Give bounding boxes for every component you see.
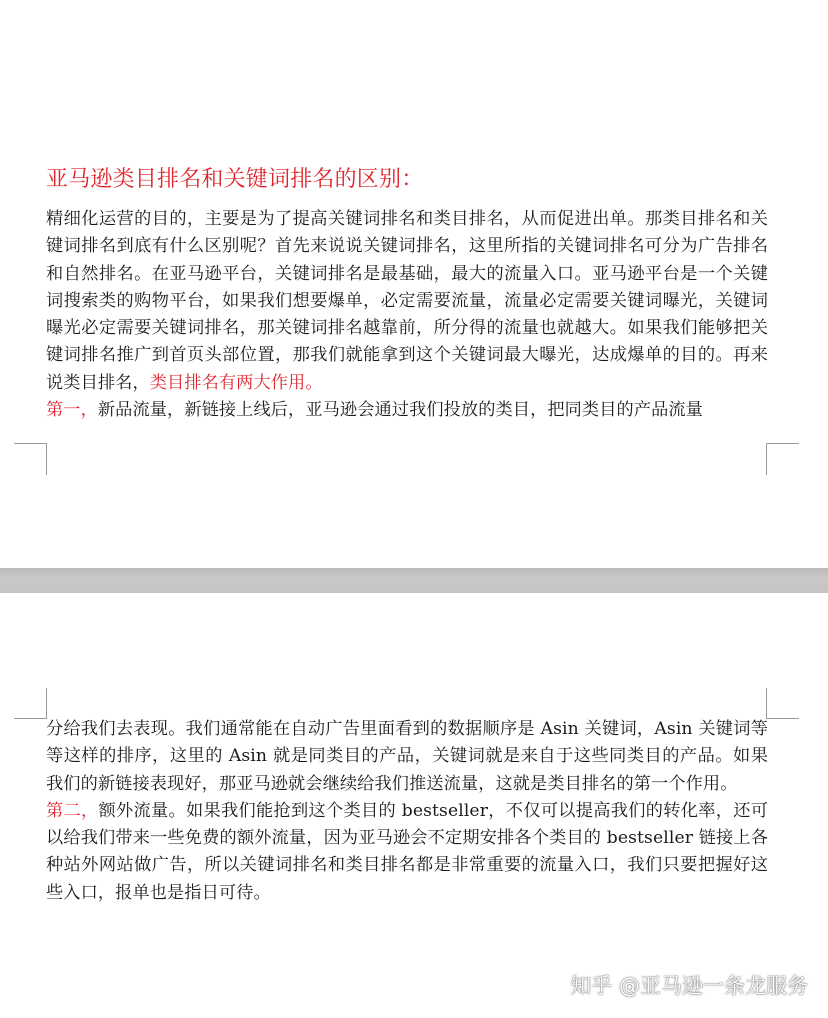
margin-corner-mark-top-left bbox=[14, 688, 47, 719]
continuation-text: 分给我们去表现。我们通常能在自动广告里面看到的数据顺序是 Asin 关键词，Asin 关键词等等这样的排序，这里的 Asin 就是同类目的产品，关键词就是来自于这些同类目的产品。如果我们的新链接表现好，那亚马逊就会继续给我们推送流量，这就是类目排名的第一个作用。 bbox=[46, 719, 768, 794]
page-separator bbox=[0, 568, 828, 593]
intro-text: 精细化运营的目的，主要是为了提高关键词排名和类目排名，从而促进出单。那类目排名和关键词排名到底有什么区别呢？首先来说说关键词排名，这里所指的关键词排名可分为广告排名和自然排名。在亚马逊平台，关键词排名是最基础，最大的流量入口。亚马逊平台是一个关键词搜索类的购物平台，如果我们想要爆单，必定需要流量，流量必定需要关键词曝光，关键词曝光必定需要关键词排名，那关键词排名越靠前，所分得的流量也就越大。如果我们能够把关键词排名推广到首页头部位置，那我们就能拿到这个关键词最大曝光，达成爆单的目的。再来说类目排名， bbox=[46, 209, 768, 393]
first-point-text: 新品流量，新链接上线后，亚马逊会通过我们投放的类目，把同类目的产品流量 bbox=[97, 400, 703, 421]
intro-paragraph bbox=[46, 206, 768, 424]
margin-corner-mark-bottom-left bbox=[14, 443, 47, 475]
zhihu-watermark: 知乎 @亚马逊一条龙服务 bbox=[570, 974, 808, 998]
margin-corner-mark-bottom-right bbox=[766, 443, 799, 475]
second-page-paragraph bbox=[46, 716, 768, 907]
second-point-label: 第二， bbox=[46, 800, 99, 821]
second-point-text: 额外流量。如果我们能抢到这个类目的 bestseller，不仅可以提高我们的转化率，还可以给我们带来一些免费的额外流量，因为亚马逊会不定期安排各个类目的 bestseller 链接上各种站外网站做广告，所以关键词排名和类目排名都是非常重要的流量入口，我们只要把握好这些入口，报单也是指日可待。 bbox=[46, 800, 768, 903]
first-point-label: 第一， bbox=[46, 400, 98, 421]
document-title: 亚马逊类目排名和关键词排名的区别： bbox=[46, 167, 424, 192]
margin-corner-mark-top-right bbox=[766, 688, 799, 719]
intro-highlight: 类目排名有两大作用。 bbox=[149, 372, 323, 393]
